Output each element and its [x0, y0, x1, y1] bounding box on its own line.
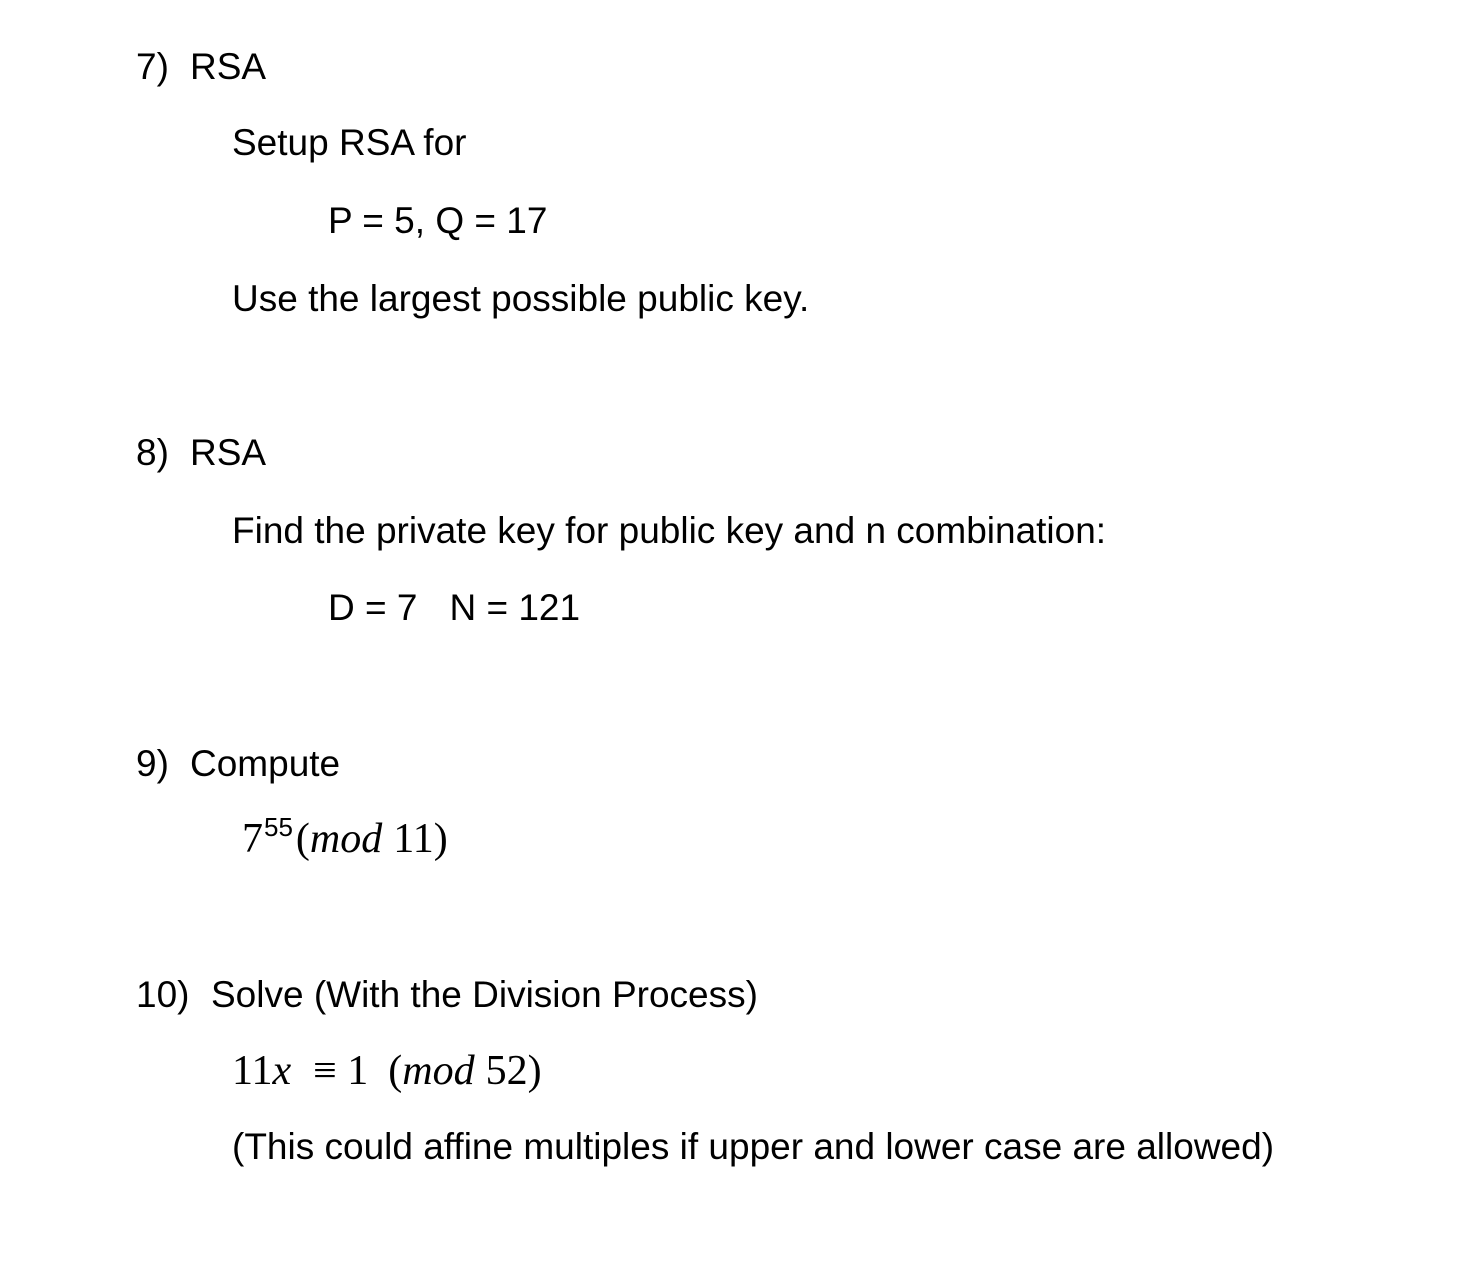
- q9-exponent: 55: [264, 812, 293, 842]
- q10-mod-word: mod: [402, 1048, 475, 1094]
- q9-title: Compute: [190, 743, 341, 784]
- q7-params: P = 5, Q = 17: [328, 200, 548, 241]
- q9-base: 7: [242, 816, 263, 862]
- q7-heading: [136, 48, 266, 85]
- q9-heading: [136, 745, 340, 782]
- q9-expression: [242, 812, 448, 862]
- q8-number: 8): [136, 432, 169, 473]
- q9-modulus: 11): [393, 816, 448, 862]
- q8-values: [328, 589, 580, 626]
- q10-coef: 11: [232, 1048, 273, 1094]
- q10-congruence: ≡ 1: [313, 1048, 369, 1094]
- q7-title: RSA: [190, 46, 267, 87]
- q8-title: RSA: [190, 432, 267, 473]
- q8-n-value: N = 121: [449, 587, 581, 628]
- q7-line2: Use the largest possible public key.: [232, 278, 810, 319]
- q9-number: 9): [136, 743, 169, 784]
- q9-mod-word: mod: [309, 816, 383, 862]
- q8-line1: Find the private key for public key and n combination:: [232, 510, 1107, 551]
- q10-note: (This could affine multiples if upper and lower case are allowed): [232, 1126, 1275, 1167]
- q10-var: x: [272, 1048, 292, 1094]
- q7-number: 7): [136, 46, 169, 87]
- q10-heading: [136, 976, 758, 1013]
- q10-open-paren: (: [388, 1048, 403, 1094]
- q9-open-paren: (: [295, 816, 310, 862]
- q8-d-value: D = 7: [328, 587, 418, 628]
- q10-title: Solve (With the Division Process): [211, 974, 758, 1015]
- q10-expression: [232, 1050, 542, 1092]
- q10-modulus: 52): [485, 1048, 542, 1094]
- q8-heading: [136, 434, 266, 471]
- q7-line1: Setup RSA for: [232, 122, 467, 163]
- q10-number: 10): [136, 974, 190, 1015]
